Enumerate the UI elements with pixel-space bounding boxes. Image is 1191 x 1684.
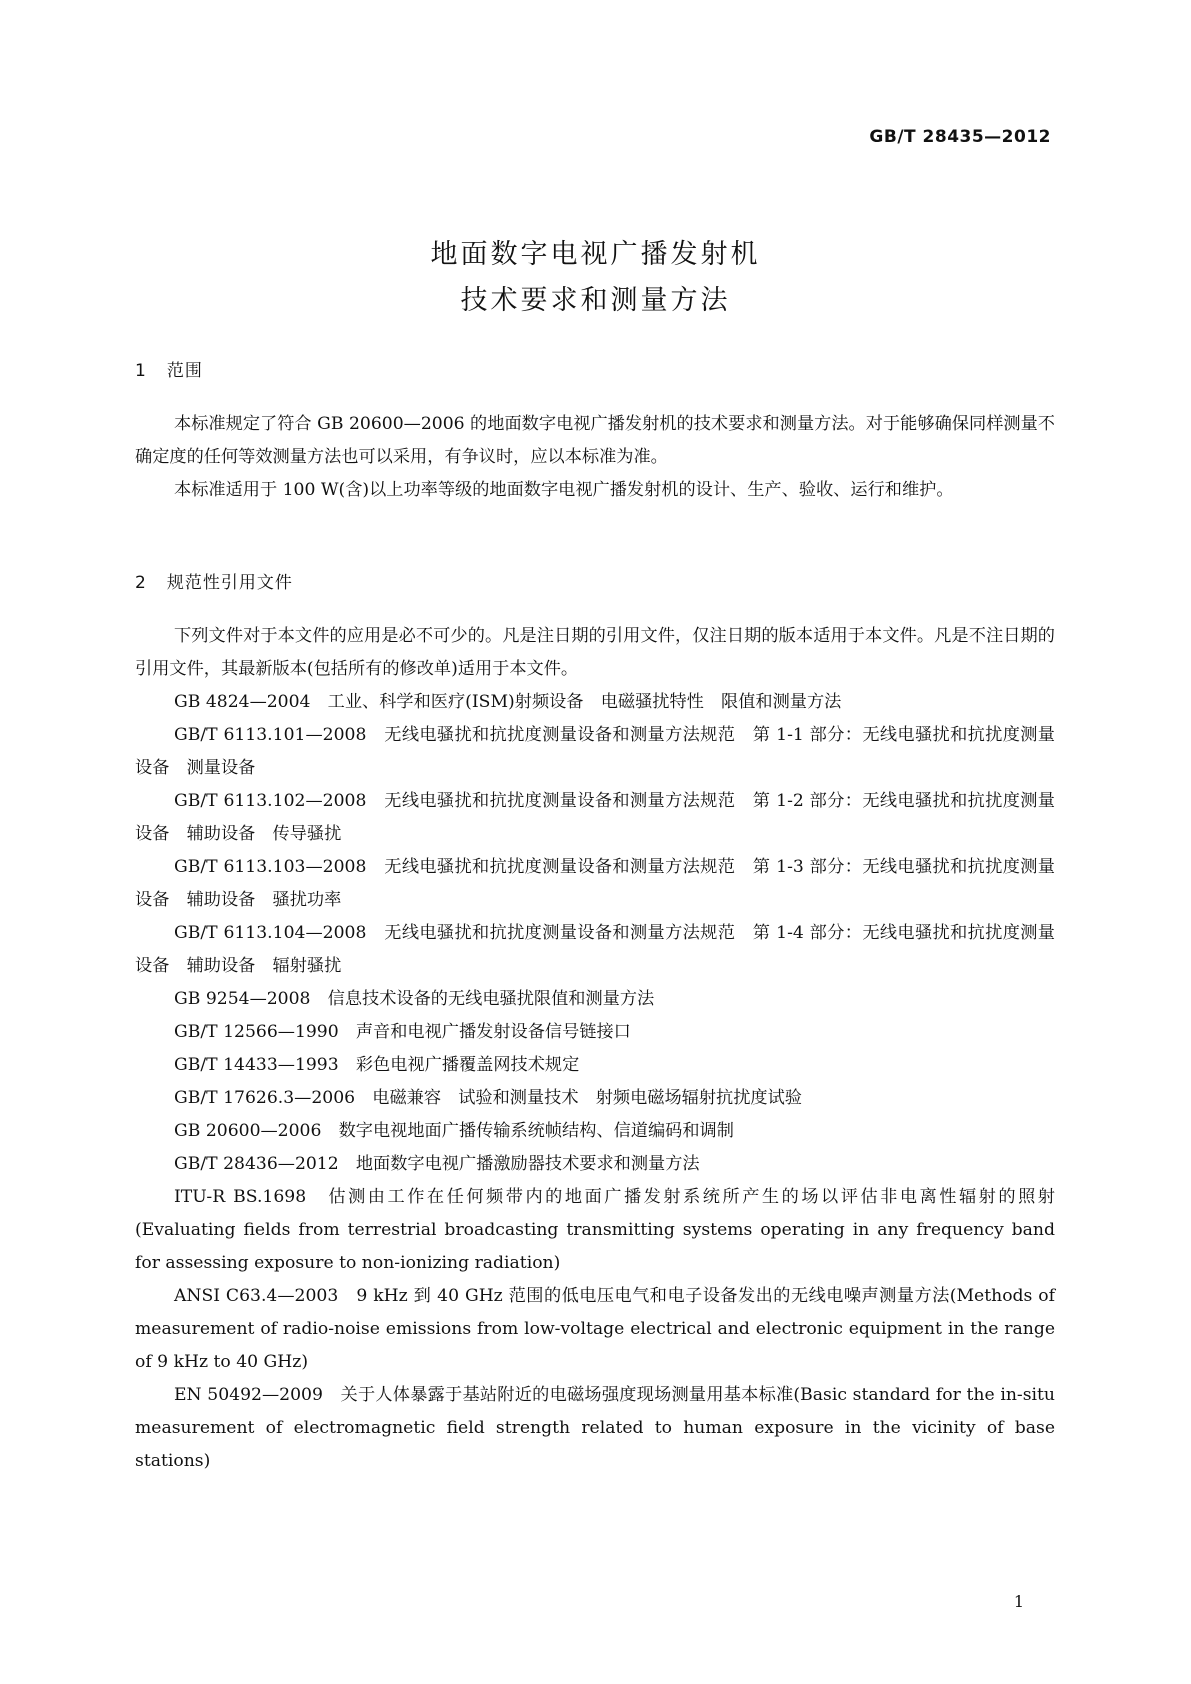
standard-code: GB/T 28435—2012 — [869, 127, 1051, 147]
reference-item: ANSI C63.4—2003 9 kHz 到 40 GHz 范围的低电压电气和电子设备发出的无线电噪声测量方法(Methods of measurement of radio-noise emissions from low-voltage electrical and electronic equipment in the range of 9 kHz to 40 GHz) — [135, 1286, 1055, 1372]
reference-item: GB/T 6113.104—2008 无线电骚扰和抗扰度测量设备和测量方法规范 第 1-4 部分：无线电骚扰和抗扰度测量设备 辅助设备 辐射骚扰 — [135, 923, 1055, 976]
section-1-heading — [135, 356, 203, 381]
paragraph: 本标准规定了符合 GB 20600—2006 的地面数字电视广播发射机的技术要求和测量方法。对于能够确保同样测量不确定度的任何等效测量方法也可以采用，有争议时，应以本标准为准。 — [135, 414, 1055, 467]
reference-item: GB/T 6113.102—2008 无线电骚扰和抗扰度测量设备和测量方法规范 第 1-2 部分：无线电骚扰和抗扰度测量设备 辅助设备 传导骚扰 — [135, 791, 1055, 844]
paragraph: 本标准适用于 100 W(含)以上功率等级的地面数字电视广播发射机的设计、生产、验收、运行和维护。 — [174, 480, 954, 500]
reference-item: GB 20600—2006 数字电视地面广播传输系统帧结构、信道编码和调制 — [174, 1121, 734, 1141]
reference-item: GB 9254—2008 信息技术设备的无线电骚扰限值和测量方法 — [174, 989, 655, 1009]
section-number: 1 — [135, 361, 147, 381]
reference-item: GB/T 14433—1993 彩色电视广播覆盖网技术规定 — [174, 1055, 580, 1075]
reference-item: ITU-R BS.1698 估测由工作在任何频带内的地面广播发射系统所产生的场以评估非电离性辐射的照射(Evaluating fields from terrestrial broadcasting transmitting systems operating in any frequency band for assessing exposure to non-ionizing radiation) — [135, 1187, 1055, 1273]
reference-item: GB/T 6113.103—2008 无线电骚扰和抗扰度测量设备和测量方法规范 第 1-3 部分：无线电骚扰和抗扰度测量设备 辅助设备 骚扰功率 — [135, 857, 1055, 910]
section-title: 范围 — [166, 361, 203, 381]
title-line-2: 技术要求和测量方法 — [460, 285, 731, 316]
reference-item: GB/T 17626.3—2006 电磁兼容 试验和测量技术 射频电磁场辐射抗扰度试验 — [174, 1088, 802, 1108]
document-title — [0, 232, 1191, 324]
page-number: 1 — [1013, 1592, 1024, 1611]
title-line-1: 地面数字电视广播发射机 — [430, 239, 761, 270]
reference-item: EN 50492—2009 关于人体暴露于基站附近的电磁场强度现场测量用基本标准(Basic standard for the in-situ measurement of electromagnetic field strength related to human exposure in the vicinity of base stations) — [135, 1385, 1055, 1471]
reference-item: GB/T 6113.101—2008 无线电骚扰和抗扰度测量设备和测量方法规范 第 1-1 部分：无线电骚扰和抗扰度测量设备 测量设备 — [135, 725, 1055, 778]
section-number: 2 — [135, 573, 147, 593]
reference-item: GB/T 12566—1990 声音和电视广播发射设备信号链接口 — [174, 1022, 631, 1042]
section-title: 规范性引用文件 — [166, 573, 293, 593]
section-2-heading — [135, 568, 293, 593]
section-2-body — [135, 620, 1055, 1478]
section-1-body — [135, 408, 1055, 507]
reference-item: GB/T 28436—2012 地面数字电视广播激励器技术要求和测量方法 — [174, 1154, 700, 1174]
paragraph: 下列文件对于本文件的应用是必不可少的。凡是注日期的引用文件，仅注日期的版本适用于本文件。凡是不注日期的引用文件，其最新版本(包括所有的修改单)适用于本文件。 — [135, 626, 1055, 679]
reference-item: GB 4824—2004 工业、科学和医疗(ISM)射频设备 电磁骚扰特性 限值和测量方法 — [174, 692, 842, 712]
